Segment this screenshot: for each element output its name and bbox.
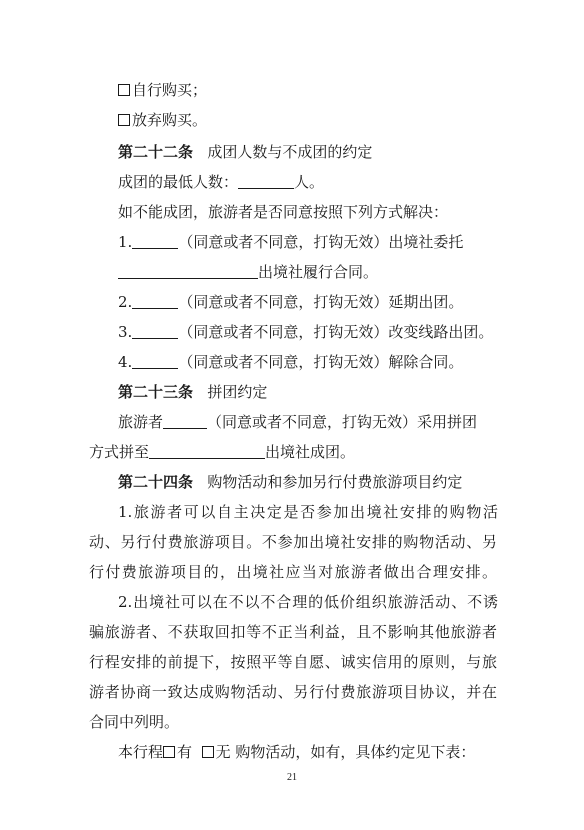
paragraph-2-line-5: 合同中列明。 — [89, 713, 180, 731]
article-number: 第二十三条 — [118, 383, 194, 401]
itinerary-shopping-line: 本行程 有 无 购物活动，如有，具体约定见下表： — [118, 743, 476, 761]
option-4-line: 4. （同意或者不同意，打钩无效）解除合同。 — [118, 353, 464, 371]
if-not-formed-line: 如不能成团，旅游者是否同意按照下列方式解决： — [118, 203, 449, 221]
join-agency-blank[interactable] — [149, 444, 265, 459]
option-self-purchase: 自行购买； — [118, 80, 584, 100]
option-give-up-purchase: 放弃购买。 — [118, 110, 584, 130]
delegate-agency-blank[interactable] — [118, 264, 258, 279]
checkbox-icon[interactable] — [118, 114, 130, 126]
option-1-continued-line: 出境社履行合同。 — [118, 262, 584, 282]
article-23-heading — [118, 382, 584, 402]
option-2-line: 2. （同意或者不同意，打钩无效）延期出团。 — [118, 293, 464, 311]
paragraph-2-line-2: 骗旅游者、不获取回扣等不正当利益，且不影响其他旅游者 — [89, 623, 497, 641]
paragraph-1-line-3: 行付费旅游项目的，出境社应当对旅游者做出合理安排。 — [89, 563, 497, 581]
article-24-heading — [118, 472, 584, 492]
article-22-heading — [118, 142, 584, 162]
option-1-line: 1. （同意或者不同意，打钩无效）出境社委托 — [118, 233, 464, 251]
option-4-blank[interactable] — [132, 354, 178, 369]
article-number: 第二十二条 — [118, 143, 194, 161]
min-group-size-line: 成团的最低人数： 人。 — [118, 173, 325, 191]
join-group-line: 旅游者 （同意或者不同意，打钩无效）采用拼团 — [118, 413, 478, 431]
paragraph-1-line-2: 动、另行付费旅游项目。不参加出境社安排的购物活动、另 — [89, 533, 497, 551]
min-size-blank[interactable] — [238, 174, 294, 189]
paragraph-1-line-1: 1.旅游者可以自主决定是否参加出境社安排的购物活 — [118, 503, 498, 521]
option-3-line: 3. （同意或者不同意，打钩无效）改变线路出团。 — [118, 323, 494, 341]
article-number: 第二十四条 — [118, 473, 194, 491]
option-1-blank[interactable] — [132, 234, 178, 249]
article-title: 成团人数与不成团的约定 — [207, 143, 373, 161]
paragraph-2-line-3: 行程安排的前提下，按照平等自愿、诚实信用的原则，与旅 — [89, 653, 497, 671]
option-2-blank[interactable] — [132, 294, 178, 309]
option-3-blank[interactable] — [132, 324, 178, 339]
paragraph-2-line-4: 游者协商一致达成购物活动、另行付费旅游项目协议，并在 — [89, 683, 497, 701]
checkbox-icon[interactable] — [202, 746, 214, 758]
page-number: 21 — [287, 772, 297, 783]
checkbox-icon[interactable] — [163, 746, 175, 758]
article-title: 拼团约定 — [207, 383, 268, 401]
join-group-continued-line: 方式拼至 出境社成团。 — [89, 443, 356, 461]
join-consent-blank[interactable] — [163, 414, 207, 429]
paragraph-2-line-1: 2.出境社可以在不以不合理的低价组织旅游活动、不诱 — [118, 593, 498, 611]
article-title: 购物活动和参加另行付费旅游项目约定 — [207, 473, 463, 491]
checkbox-icon[interactable] — [118, 84, 130, 96]
